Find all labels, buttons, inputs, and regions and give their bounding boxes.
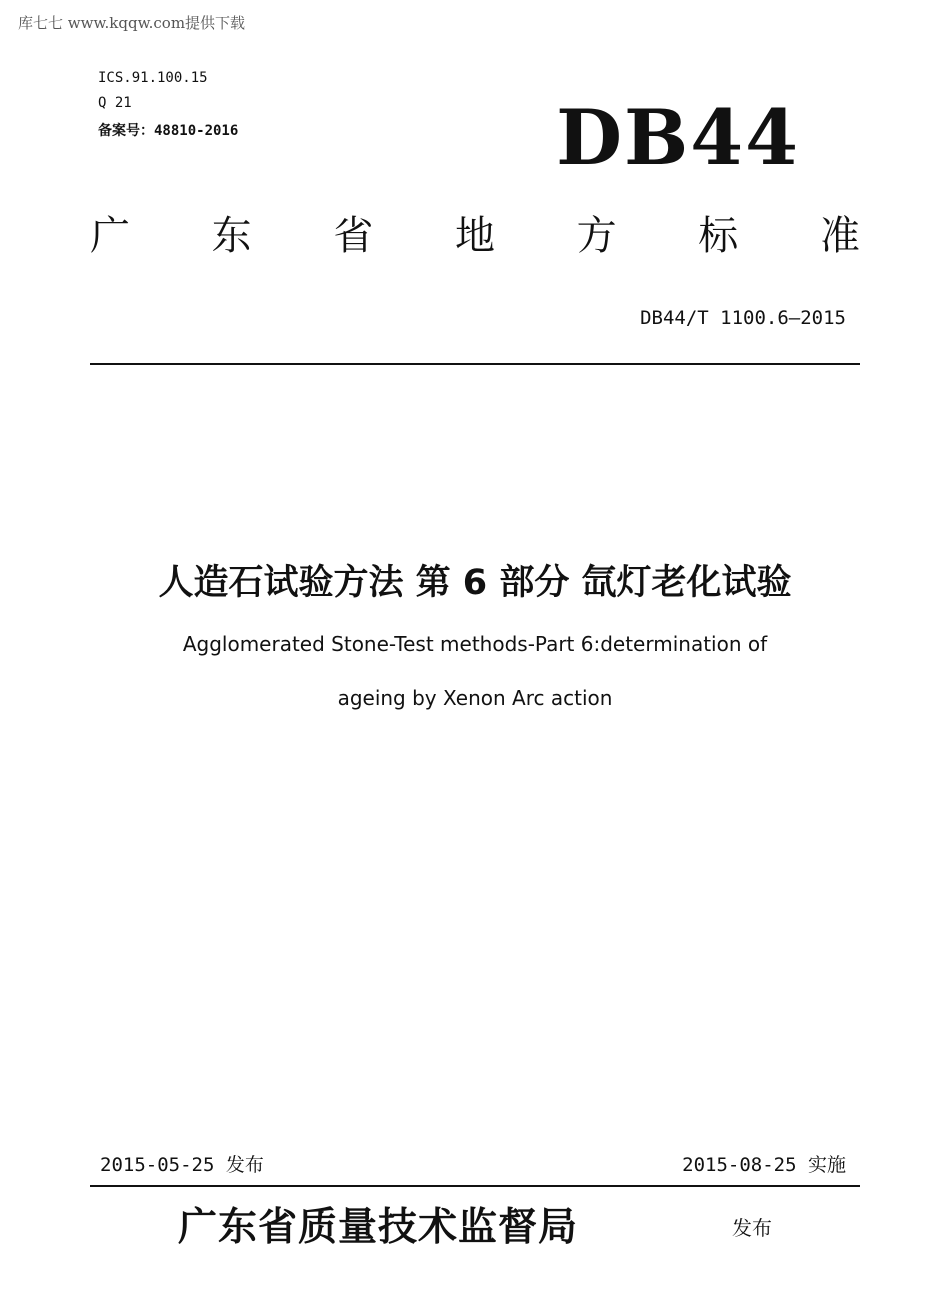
bottom-divider <box>90 1185 860 1187</box>
publisher-name: 广东省质量技术监督局 <box>178 1204 579 1250</box>
standard-number: DB44/T 1100.6—2015 <box>640 307 846 329</box>
classification-code: Q 21 <box>98 95 132 111</box>
db44-logo: DB44 <box>556 93 800 182</box>
standard-type-char: 广 <box>90 213 130 259</box>
title-english-line2: ageing by Xenon Arc action <box>337 686 613 710</box>
standard-type-char: 省 <box>333 213 374 259</box>
watermark-text: 库七七 www.kqqw.com提供下载 <box>18 14 246 32</box>
standard-type-heading <box>90 214 860 258</box>
publish-label: 发布 <box>732 1216 772 1240</box>
standard-type-char: 准 <box>819 213 860 259</box>
top-divider <box>90 363 860 365</box>
title-english-line1: Agglomerated Stone-Test methods-Part 6:determination of <box>182 632 768 656</box>
standard-type-char: 地 <box>454 213 495 259</box>
standard-type-char: 标 <box>698 213 739 259</box>
standard-type-char: 方 <box>576 213 617 259</box>
title-chinese: 人造石试验方法 第 6 部分 氙灯老化试验 <box>158 563 792 603</box>
implementation-date: 2015-08-25 实施 <box>682 1154 846 1176</box>
filing-number: 备案号：48810-2016 <box>98 123 239 139</box>
issue-date: 2015-05-25 发布 <box>100 1154 264 1176</box>
ics-code: ICS.91.100.15 <box>98 70 208 86</box>
standard-type-char: 东 <box>211 213 252 259</box>
